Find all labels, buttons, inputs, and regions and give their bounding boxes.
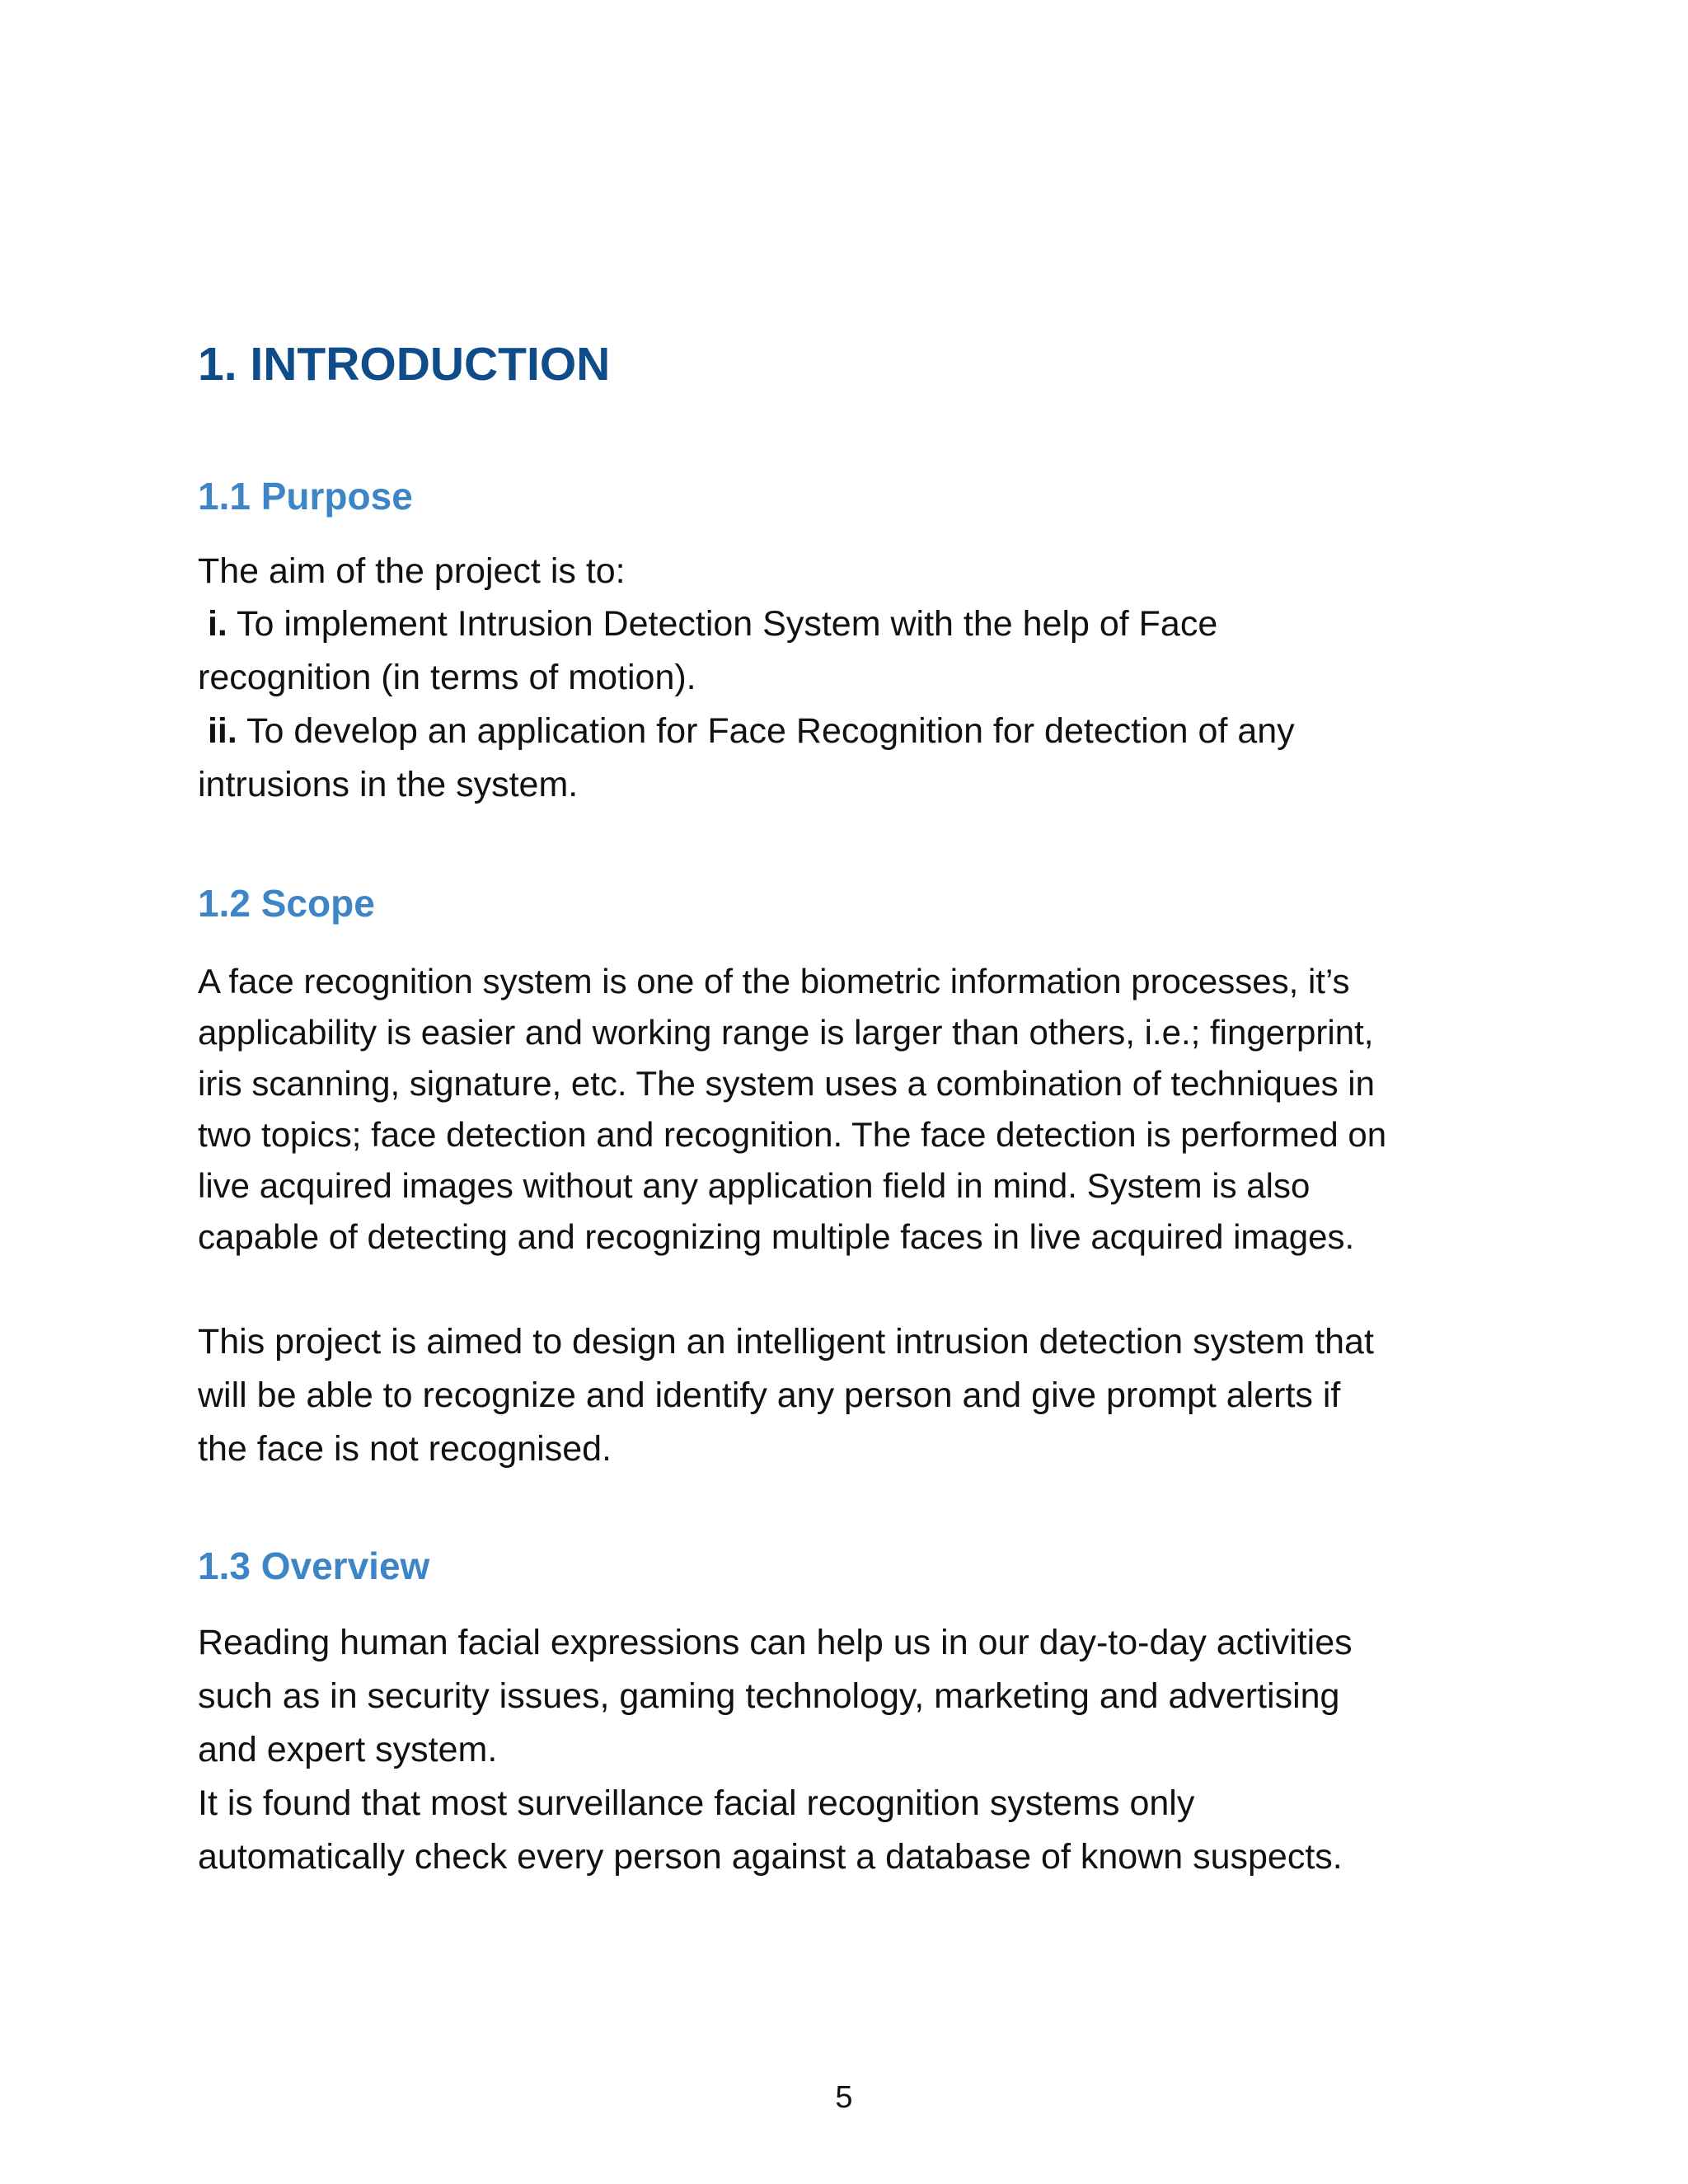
scope-paragraph-1-line-4: two topics; face detection and recognition. The face detection is performed on xyxy=(198,1115,1387,1154)
purpose-item-2-line-1 xyxy=(198,706,1295,756)
scope-paragraph-1-line-2: applicability is easier and working range is larger than others, i.e.; fingerprint, xyxy=(198,1013,1374,1052)
scope-paragraph-1-line-1: A face recognition system is one of the biometric information processes, it’s xyxy=(198,962,1350,1001)
purpose-item-1-line-1 xyxy=(198,599,1217,649)
scope-paragraph-2-line-1: This project is aimed to design an intelligent intrusion detection system that xyxy=(198,1322,1374,1361)
scope-paragraph-1-line-6: capable of detecting and recognizing multiple faces in live acquired images. xyxy=(198,1217,1355,1256)
purpose-item-1-text: To implement Intrusion Detection System with the help of Face xyxy=(237,604,1218,644)
purpose-item-1-marker: i. xyxy=(207,604,227,644)
scope-paragraph-2-line-2: will be able to recognize and identify any person and give prompt alerts if xyxy=(198,1376,1341,1415)
purpose-item-2-text: To develop an application for Face Recognition for detection of any xyxy=(246,711,1295,751)
overview-line-4: It is found that most surveillance facial recognition systems only xyxy=(198,1783,1195,1823)
scope-paragraph-1-line-3: iris scanning, signature, etc. The system uses a combination of techniques in xyxy=(198,1064,1375,1103)
chapter-title: 1. INTRODUCTION xyxy=(198,338,611,391)
purpose-item-1-line-2: recognition (in terms of motion). xyxy=(198,658,696,697)
overview-line-1: Reading human facial expressions can help us in our day-to-day activities xyxy=(198,1623,1353,1662)
purpose-item-2-line-2: intrusions in the system. xyxy=(198,765,579,804)
purpose-item-2-marker: ii. xyxy=(207,711,237,751)
section-heading-scope: 1.2 Scope xyxy=(198,882,375,925)
overview-line-2: such as in security issues, gaming technology, marketing and advertising xyxy=(198,1676,1340,1716)
purpose-intro: The aim of the project is to: xyxy=(198,551,626,591)
scope-paragraph-2-line-3: the face is not recognised. xyxy=(198,1429,612,1469)
overview-line-5: automatically check every person against a database of known suspects. xyxy=(198,1837,1343,1877)
overview-line-3: and expert system. xyxy=(198,1730,498,1769)
section-heading-purpose: 1.1 Purpose xyxy=(198,475,413,518)
scope-paragraph-1-line-5: live acquired images without any application field in mind. System is also xyxy=(198,1166,1311,1205)
page-number: 5 xyxy=(835,2080,853,2115)
section-heading-overview: 1.3 Overview xyxy=(198,1544,430,1587)
